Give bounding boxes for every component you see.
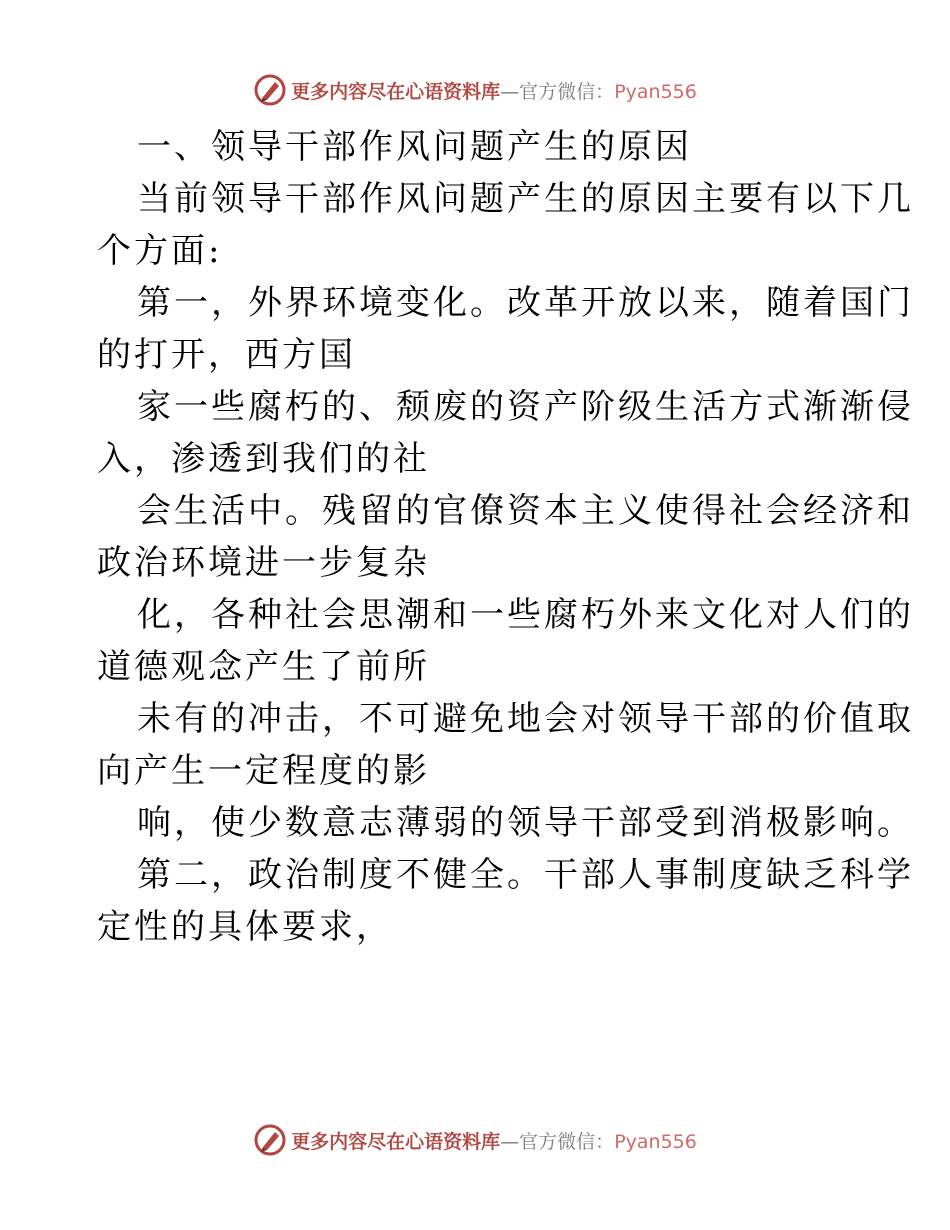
text-line: 一、领导干部作风问题产生的原因 <box>137 127 692 167</box>
text-line: 会生活中。残留的官僚资本主义使得社会经济和 <box>137 491 914 531</box>
text-line: 未有的冲击，不可避免地会对领导干部的价值取 <box>137 699 914 739</box>
text-line: 家一些腐朽的、颓废的资产阶级生活方式渐渐侵 <box>137 387 914 427</box>
text-line: 政治环境进一步复杂 <box>97 543 430 583</box>
text-line: 道德观念产生了前所 <box>97 647 430 687</box>
text-line: 第一，外界环境变化。改革开放以来，随着国门 <box>137 283 914 323</box>
watermark-header <box>0 70 950 110</box>
watermark-dash: — <box>500 80 520 103</box>
watermark-site-name: 更多内容尽在心语资料库 <box>291 80 501 103</box>
text-line: 向产生一定程度的影 <box>97 751 430 791</box>
watermark-wechat-label: 官方微信： <box>519 1130 615 1153</box>
watermark-handle: Pyan556 <box>614 80 697 103</box>
text-line: 个方面: <box>97 231 223 271</box>
pen-logo-icon <box>253 1123 287 1157</box>
watermark-footer <box>0 1120 950 1160</box>
text-line: 化，各种社会思潮和一些腐朽外来文化对人们的 <box>137 595 914 635</box>
document-body <box>97 121 914 953</box>
watermark-wechat-label: 官方微信： <box>519 80 615 103</box>
pen-logo-icon <box>253 73 287 107</box>
text-line: 入，渗透到我们的社 <box>97 439 430 479</box>
text-line: 当前领导干部作风问题产生的原因主要有以下几 <box>137 179 914 219</box>
watermark-dash: — <box>500 1130 520 1153</box>
text-line: 第二，政治制度不健全。干部人事制度缺乏科学 <box>137 855 914 895</box>
text-line: 响，使少数意志薄弱的领导干部受到消极影响。 <box>137 803 914 843</box>
text-line: 定性的具体要求， <box>97 907 393 947</box>
text-line: 的打开，西方国 <box>97 335 356 375</box>
watermark-handle: Pyan556 <box>614 1130 697 1153</box>
watermark-site-name: 更多内容尽在心语资料库 <box>291 1130 501 1153</box>
